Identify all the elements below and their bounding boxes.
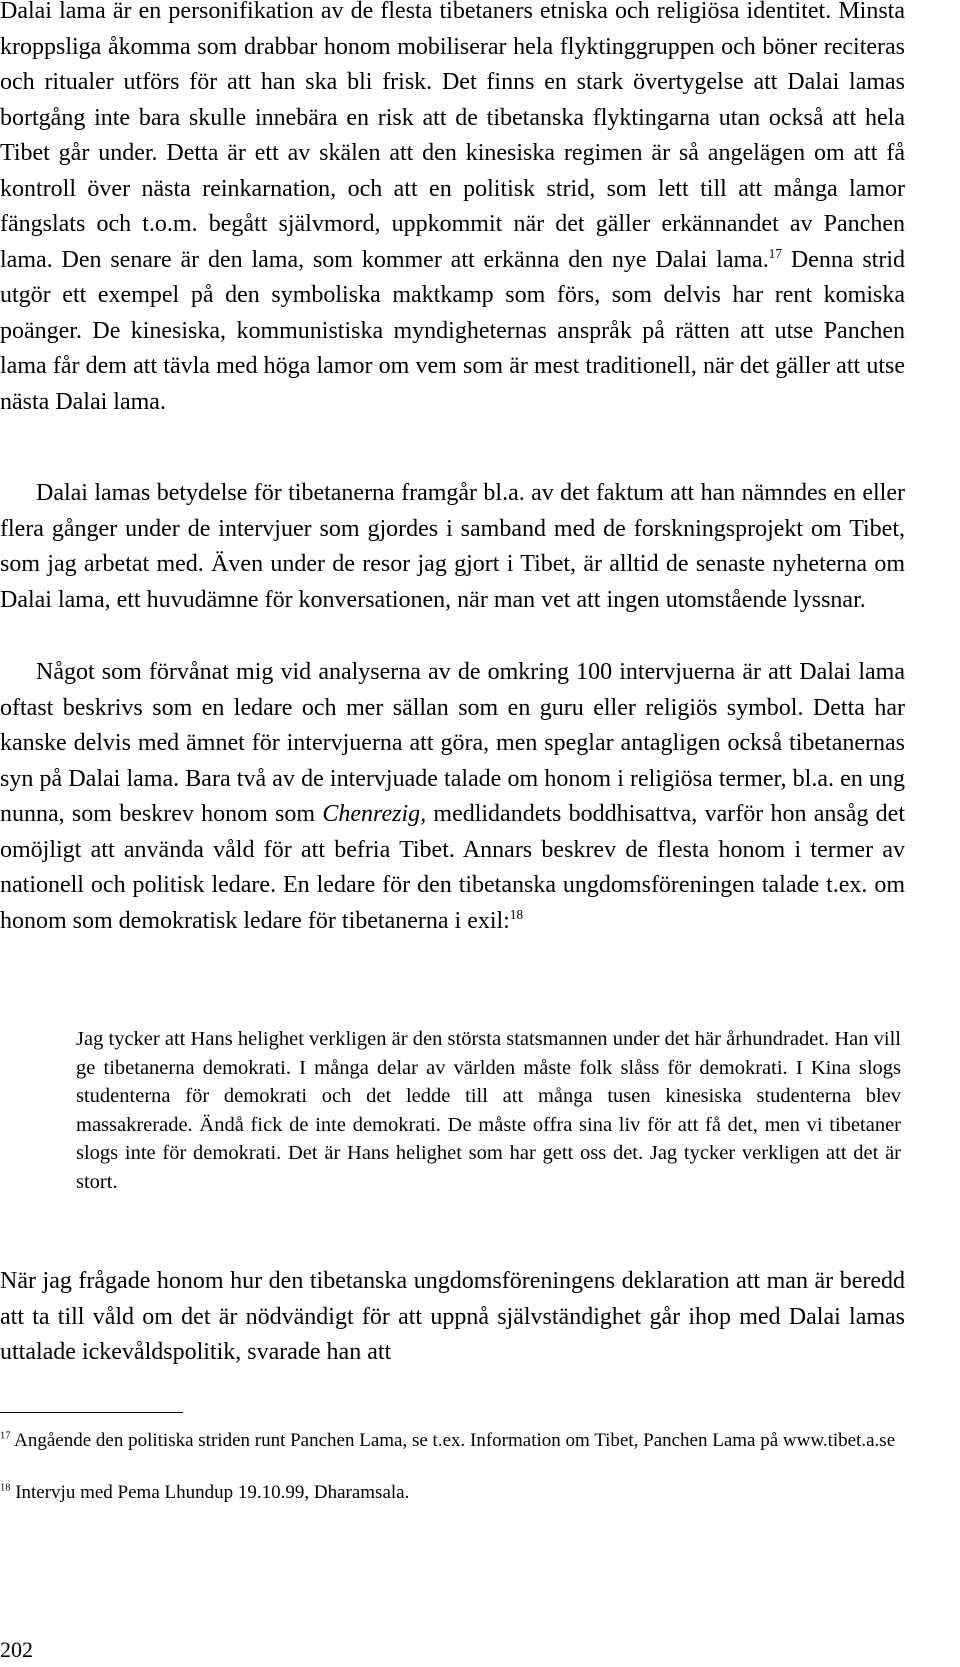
body-paragraph-1	[0, 0, 905, 420]
page-number: 202	[0, 1637, 33, 1662]
paragraph-text: Något som förvånat mig vid analyserna av de omkring 100 intervjuerna är att Dalai lama oftast beskrivs som en ledare och mer sällan som en guru eller religiös symbol. Detta har kanske delvis med ämnet för intervjuerna att göra, men speglar antagligen också tibetanernas syn på Dalai lama. Bara två av de intervjuade talade om honom i religiösa termer, bl.a. en ung nunna, som beskrev honom som	[0, 659, 905, 827]
footnote-text: Intervju med Pema Lhundup 19.10.99, Dharamsala.	[10, 1482, 410, 1503]
footnote-number: 18	[0, 1482, 11, 1494]
body-paragraph-3	[0, 655, 905, 939]
italic-term: Chenrezig,	[322, 801, 427, 827]
footnote-separator	[0, 1412, 183, 1413]
interview-quote: Jag tycker att Hans helighet verkligen är den största statsmannen under det här århundradet. Han vill ge tibetanerna demokrati. I många delar av världen måste folk slåss för demokrati. I Kina slogs studenterna för demokrati och det ledde till att många tusen kinesiska studenterna blev massakrerade. Ändå fick de inte demokrati. De måste offra sina liv för att få det, men vi tibetaner slogs inte för demokrati. Det är Hans helighet som har gett oss det. Jag tycker verkligen att det är stort.	[76, 1028, 901, 1193]
footnote-reference-17[interactable]: 17	[768, 245, 782, 261]
footnote-reference-18[interactable]: 18	[509, 906, 524, 922]
paragraph-text: medlidandets boddhisattva, varför hon ansåg det omöjligt att använda våld för att befria Tibet. Annars beskrev de flesta honom i termer av nationell och politisk ledare. En ledare för den tibetanska ungdomsföreningen talade t.ex. om honom som demokratisk ledare för tibetanerna i exil:	[0, 801, 905, 934]
paragraph-text: Denna strid utgör ett exempel på den symboliska maktkamp som förs, som delvis har rent komiska poänger. De kinesiska, kommunistiska myndigheternas anspråk på rätten att utse Panchen lama får dem att tävla med höga lamor om vem som är mest traditionell, när det gäller att utse nästa Dalai lama.	[0, 246, 905, 415]
paragraph-text: Dalai lama är en personifikation av de flesta tibetaners etniska och religiösa identitet. Minsta kroppsliga åkomma som drabbar honom mobiliserar hela flyktinggruppen och böner reciteras och ritualer utförs för att han ska bli frisk. Det finns en stark övertygelse att Dalai lamas bortgång inte bara skulle innebära en risk att de tibetanska flyktingarna utan också att hela Tibet går under. Detta är ett av skälen att den kinesiska regimen är så angelägen om att få kontroll över nästa reinkarnation, och att en politisk strid, som lett till att många lamor fängslats och t.o.m. begått självmord, uppkommit när det gäller erkännandet av Panchen lama. Den senare är den lama, som kommer att erkänna den nye Dalai lama.	[0, 0, 905, 273]
footnote-18	[0, 1480, 905, 1506]
footnote-17	[0, 1428, 905, 1454]
body-paragraph-2: Dalai lamas betydelse för tibetanerna framgår bl.a. av det faktum att han nämndes en eller flera gånger under de intervjuer som gjordes i samband med de forskningsprojekt om Tibet, som jag arbetat med. Även under de resor jag gjort i Tibet, är alltid de senaste nyheterna om Dalai lama, ett huvudämne för konversationen, när man vet att ingen utomstående lyssnar.	[0, 480, 905, 613]
footnote-number: 17	[0, 1430, 11, 1442]
body-paragraph-4: När jag frågade honom hur den tibetanska ungdomsföreningens deklaration att man är beredd att ta till våld om det är nödvändigt för att uppnå självständighet går ihop med Dalai lamas uttalade ickevåldspolitik, svarade han att	[0, 1268, 905, 1365]
footnote-text: Angående den politiska striden runt Panchen Lama, se t.ex. Information om Tibet, Panchen Lama på www.tibet.a.se	[10, 1430, 896, 1451]
